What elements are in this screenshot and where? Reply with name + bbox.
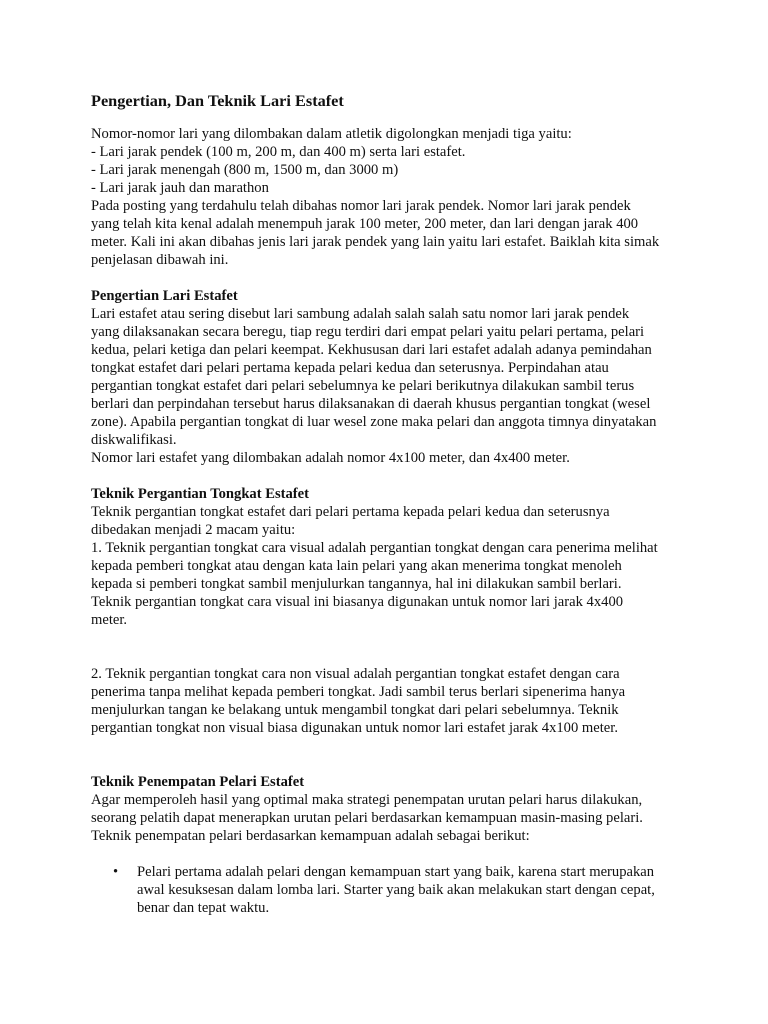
text-line: tongkat estafet dari pelari pertama kepada pelari kedua dan seterusnya. Perpindahan atau	[91, 360, 609, 376]
text-line: menjulurkan tangan ke belakang untuk mengambil tongkat dari pelari sebelumnya. Teknik	[91, 702, 619, 718]
section-heading-teknik-pergantian: Teknik Pergantian Tongkat Estafet	[91, 486, 310, 502]
text-line: Pelari pertama adalah pelari dengan kemampuan start yang baik, karena start merupakan	[137, 864, 655, 880]
text-line: berlari dan perpindahan tersebut harus dilaksanakan di daerah khusus pergantian tongkat (wesel	[91, 396, 651, 412]
spacer	[91, 737, 691, 773]
bullet-list	[91, 863, 691, 917]
text-line: Teknik pergantian tongkat estafet dari pelari pertama kepada pelari kedua dan seterusnya	[91, 504, 610, 520]
text-line: - Lari jarak menengah (800 m, 1500 m, dan 3000 m)	[91, 162, 399, 178]
text-line: kedua, pelari ketiga dan pelari keempat. Kekhususan dari lari estafet adalah adanya pemindahan	[91, 342, 652, 358]
spacer	[91, 269, 691, 287]
spacer	[91, 629, 691, 665]
text-line: - Lari jarak pendek (100 m, 200 m, dan 400 m) serta lari estafet.	[91, 144, 466, 160]
spacer	[91, 845, 691, 863]
text-line: Nomor-nomor lari yang dilombakan dalam atletik digolongkan menjadi tiga yaitu:	[91, 126, 572, 142]
text-line: pergantian tongkat non visual biasa digunakan untuk nomor lari estafet jarak 4x100 meter.	[91, 720, 618, 736]
text-line: kepada si pemberi tongkat sambil menjulurkan tangannya, hal ini dilakukan sambil berlari.	[91, 576, 622, 592]
teknik-non-visual-paragraph	[91, 665, 691, 737]
teknik-pergantian-paragraph	[91, 503, 691, 629]
text-line: Teknik pergantian tongkat cara visual ini biasanya digunakan untuk nomor lari jarak 4x400	[91, 594, 624, 610]
section-heading-pengertian: Pengertian Lari Estafet	[91, 288, 238, 304]
pengertian-paragraph	[91, 305, 691, 467]
text-line: kepada pemberi tongkat atau dengan kata lain pelari yang akan menerima tongkat menoleh	[91, 558, 622, 574]
text-line: meter.	[91, 612, 128, 628]
text-line: yang dilaksanakan secara beregu, tiap regu terdiri dari empat pelari yaitu pelari pertama, pelari	[91, 324, 645, 340]
text-line: diskwalifikasi.	[91, 432, 177, 448]
text-line: penerima tanpa melihat kepada pemberi tongkat. Jadi sambil terus berlari sipenerima hanya	[91, 684, 626, 700]
document-title: Pengertian, Dan Teknik Lari Estafet	[91, 91, 344, 110]
section-heading-penempatan: Teknik Penempatan Pelari Estafet	[91, 774, 305, 790]
text-line: meter. Kali ini akan dibahas jenis lari jarak pendek yang lain yaitu lari estafet. Baiklah kita simak	[91, 234, 660, 250]
text-line: - Lari jarak jauh dan marathon	[91, 180, 269, 196]
text-line: dibedakan menjadi 2 macam yaitu:	[91, 522, 296, 538]
text-line: awal kesuksesan dalam lomba lari. Starter yang baik akan melakukan start dengan cepat,	[137, 882, 655, 898]
text-line: Pada posting yang terdahulu telah dibahas nomor lari jarak pendek. Nomor lari jarak pendek	[91, 198, 631, 214]
text-line: pergantian tongkat estafet dari pelari sebelumnya ke pelari berikutnya dilakukan sambil terus	[91, 378, 635, 394]
list-item	[91, 863, 691, 917]
text-line: penjelasan dibawah ini.	[91, 252, 229, 268]
intro-paragraph	[91, 125, 691, 269]
text-line: Nomor lari estafet yang dilombakan adalah nomor 4x100 meter, dan 4x400 meter.	[91, 450, 570, 466]
spacer	[91, 467, 691, 485]
text-line: seorang pelatih dapat menerapkan urutan pelari berdasarkan kemampuan masin-masing pelari.	[91, 810, 643, 826]
text-line: 1. Teknik pergantian tongkat cara visual adalah pergantian tongkat dengan cara penerima melihat	[91, 540, 658, 556]
bullet-icon: •	[113, 864, 119, 880]
text-line: yang telah kita kenal adalah menempuh jarak 100 meter, 200 meter, dan lari dengan jarak 400	[91, 216, 639, 232]
text-line: Teknik penempatan pelari berdasarkan kemampuan adalah sebagai berikut:	[91, 828, 530, 844]
penempatan-paragraph	[91, 791, 691, 845]
text-line: benar dan tepat waktu.	[137, 900, 270, 916]
text-line: Lari estafet atau sering disebut lari sambung adalah salah salah satu nomor lari jarak pendek	[91, 306, 630, 322]
document-page	[91, 92, 691, 917]
text-line: zone). Apabila pergantian tongkat di luar wesel zone maka pelari dan anggota timnya dinyatakan	[91, 414, 657, 430]
text-line: Agar memperoleh hasil yang optimal maka strategi penempatan urutan pelari harus dilakukan,	[91, 792, 643, 808]
text-line: 2. Teknik pergantian tongkat cara non visual adalah pergantian tongkat estafet dengan cara	[91, 666, 620, 682]
